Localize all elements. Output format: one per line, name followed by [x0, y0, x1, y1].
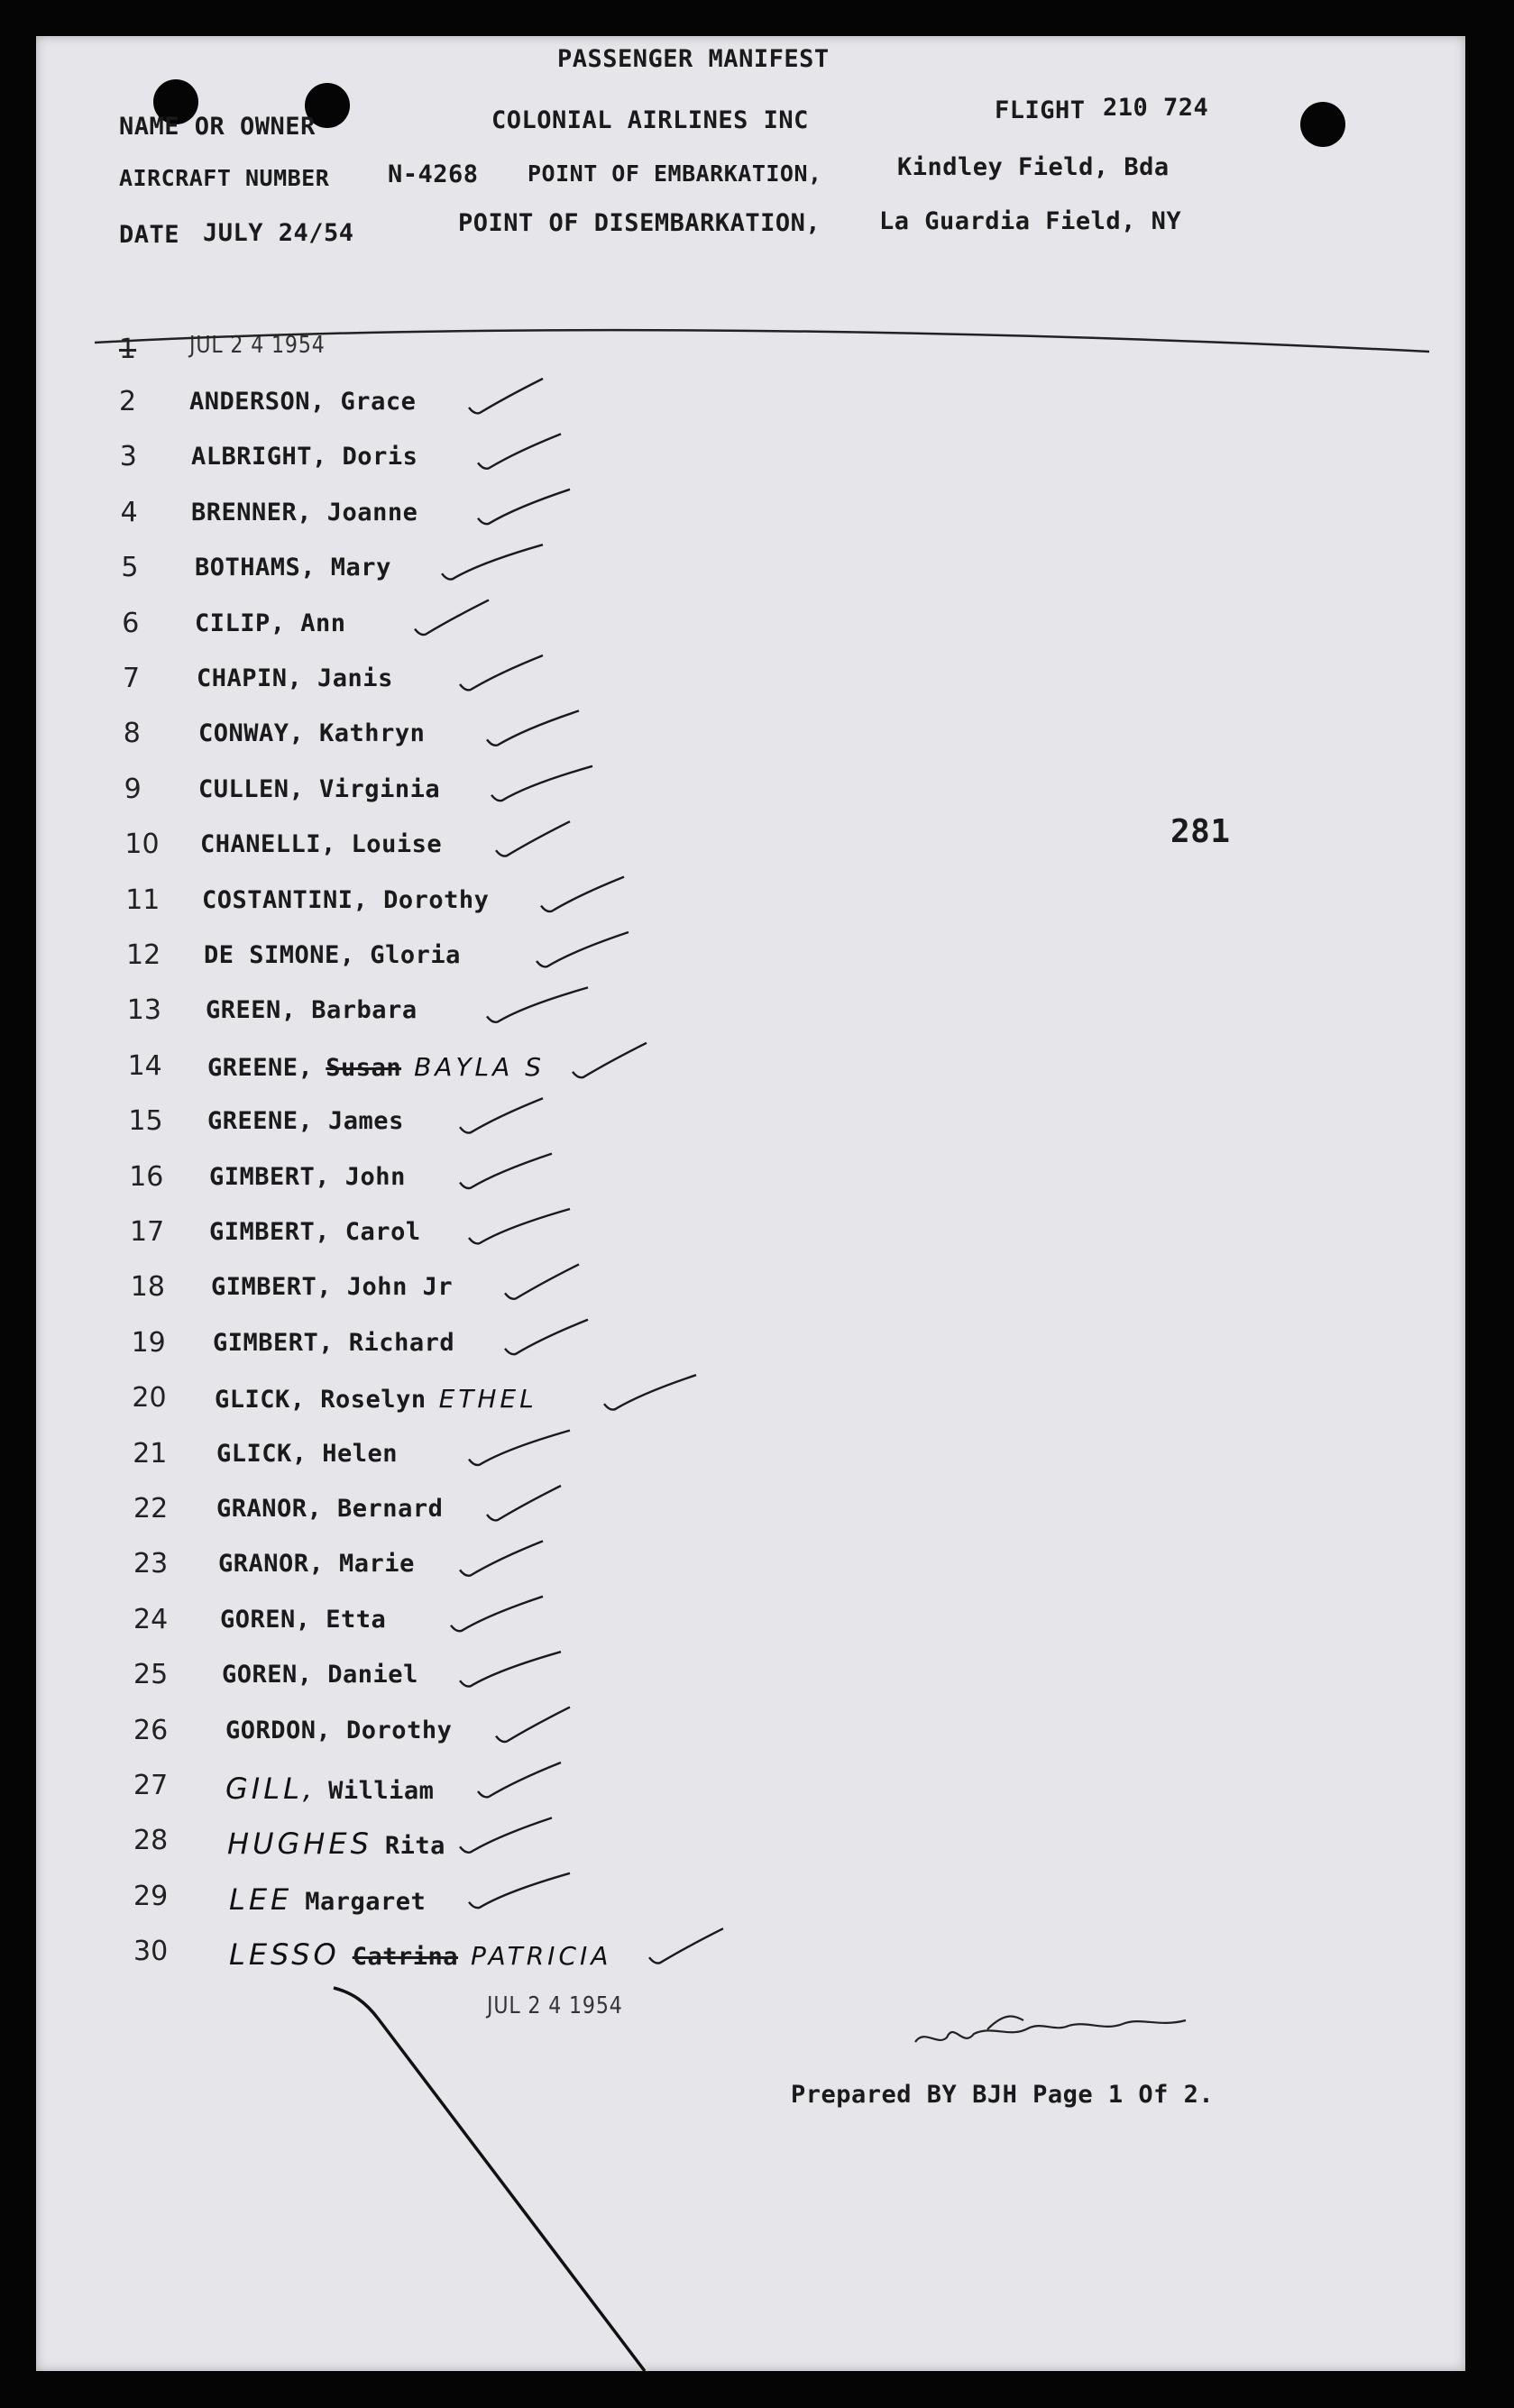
row-number: 7	[123, 663, 141, 694]
passenger-name: BOTHAMS, Mary	[195, 554, 391, 582]
check-mark	[496, 821, 570, 856]
passenger-name: GOREN, Daniel	[222, 1661, 418, 1689]
row-number: 14	[127, 1049, 162, 1082]
passenger-name: ALBRIGHT, Doris	[191, 443, 418, 472]
passenger-name: GIMBERT, Richard	[213, 1328, 455, 1357]
annotation-marks	[36, 36, 1465, 2371]
check-mark	[649, 1928, 723, 1963]
check-mark	[442, 545, 543, 579]
aircraft-label: AIRCRAFT NUMBER	[119, 165, 330, 191]
row-number: 9	[124, 773, 142, 805]
passenger-name: DE SIMONE, Gloria	[204, 941, 461, 969]
check-mark	[478, 1763, 561, 1797]
row-number: 26	[133, 1714, 169, 1746]
embark-label: POINT OF EMBARKATION,	[528, 160, 822, 187]
date-stamp-top: JUL 2 4 1954	[189, 332, 326, 359]
owner-value: COLONIAL AIRLINES INC	[491, 106, 809, 134]
row-number: 3	[119, 441, 137, 473]
row-number: 21	[133, 1437, 168, 1470]
check-mark	[469, 1873, 570, 1908]
row-number: 15	[128, 1105, 163, 1138]
row-number: 11	[125, 884, 161, 916]
handwritten-surname: LEE	[229, 1882, 293, 1917]
check-mark	[478, 490, 570, 524]
date-stamp-bottom: JUL 2 4 1954	[487, 1992, 623, 2019]
check-mark	[505, 1320, 588, 1354]
check-mark	[496, 1708, 570, 1742]
passenger-name: GOREN, Etta	[220, 1605, 387, 1634]
handwritten-correction: PATRICIA	[471, 1941, 612, 1972]
check-mark	[415, 600, 489, 635]
passenger-name: COSTANTINI, Dorothy	[202, 885, 490, 914]
owner-label: NAME OR OWNER	[119, 113, 316, 141]
check-mark	[505, 1264, 579, 1298]
row-number-1: 1	[119, 334, 137, 365]
row-number: 22	[133, 1493, 169, 1524]
check-mark	[451, 1597, 543, 1631]
row-number: 10	[124, 829, 160, 861]
check-mark	[573, 1043, 647, 1077]
date-label: DATE	[119, 221, 180, 249]
check-mark	[604, 1375, 696, 1409]
passenger-name: GORDON, Dorothy	[225, 1716, 453, 1744]
check-mark	[487, 1486, 561, 1520]
row-number: 30	[133, 1936, 169, 1968]
check-mark	[460, 1541, 543, 1575]
manifest-sheet	[36, 36, 1465, 2371]
check-mark	[469, 379, 543, 413]
check-mark	[460, 1154, 552, 1188]
passenger-name: CHANELLI, Louise	[200, 830, 443, 859]
flight-label: FLIGHT	[995, 96, 1086, 124]
check-mark	[487, 710, 579, 745]
handwritten-correction: ETHEL	[438, 1384, 537, 1415]
date-value: JULY 24/54	[203, 219, 354, 247]
row-number: 17	[130, 1216, 165, 1248]
handwritten-correction: BAYLA S	[414, 1051, 545, 1082]
check-mark	[460, 1817, 552, 1852]
row-number: 2	[119, 386, 137, 417]
struck-name: Susan	[326, 1053, 402, 1082]
passenger-name: GRANOR, Marie	[218, 1550, 415, 1579]
check-mark	[469, 1431, 570, 1465]
row-number: 23	[133, 1548, 169, 1580]
disembark-value: La Guardia Field, NY	[879, 207, 1182, 235]
header-rule-line	[95, 330, 1429, 352]
row-number: 6	[122, 607, 140, 639]
passenger-name: CHAPIN, Janis	[197, 664, 393, 692]
flight-value: 210 724	[1103, 94, 1209, 122]
check-mark	[491, 766, 592, 801]
check-marks	[415, 379, 723, 1964]
prepared-by: Prepared BY BJH Page 1 Of 2.	[791, 2081, 1215, 2109]
passenger-name: GIMBERT, John	[209, 1162, 406, 1191]
check-mark	[487, 987, 588, 1021]
row-number: 18	[130, 1271, 165, 1304]
passenger-name: Margaret	[305, 1887, 427, 1916]
row-number: 29	[133, 1880, 169, 1912]
page-number: 281	[1170, 813, 1231, 850]
row-number: 5	[121, 552, 139, 584]
check-mark	[460, 1098, 543, 1132]
passenger-name: GREENE, James	[207, 1107, 404, 1136]
embark-value: Kindley Field, Bda	[897, 153, 1170, 181]
row-number: 12	[126, 939, 161, 971]
passenger-name: GIMBERT, John Jr	[211, 1273, 454, 1302]
row-number: 25	[133, 1659, 169, 1691]
signature	[915, 2017, 1186, 2042]
row-number: 16	[129, 1160, 164, 1193]
check-mark	[460, 655, 543, 690]
row-number: 24	[133, 1603, 169, 1635]
check-mark	[478, 434, 561, 468]
passenger-name: ANDERSON, Grace	[189, 388, 417, 416]
row-number: 19	[131, 1326, 166, 1359]
passenger-name: GREEN, Barbara	[206, 996, 417, 1025]
passenger-name: CILIP, Ann	[195, 609, 346, 637]
check-mark	[460, 1652, 561, 1686]
row-number: 4	[120, 496, 138, 528]
handwritten-surname: LESSO	[229, 1937, 340, 1973]
handwritten-surname: HUGHES	[227, 1827, 372, 1862]
passenger-name: GRANOR, Bernard	[216, 1495, 444, 1523]
passenger-name: CONWAY, Kathryn	[198, 719, 426, 748]
passenger-name: CULLEN, Virginia	[198, 774, 441, 803]
row-number: 8	[123, 718, 141, 750]
check-mark	[469, 1209, 570, 1243]
struck-name: Catrina	[352, 1943, 459, 1972]
passenger-name: GREENE,	[207, 1053, 314, 1082]
aircraft-value: N-4268	[388, 160, 479, 188]
row-number: 20	[132, 1382, 167, 1415]
disembark-label: POINT OF DISEMBARKATION,	[458, 209, 821, 237]
check-mark	[537, 932, 629, 966]
pen-stroke-line	[334, 1988, 645, 2371]
passenger-name: William	[328, 1777, 435, 1805]
passenger-name: GLICK, Roselyn	[215, 1386, 427, 1415]
check-mark	[541, 877, 624, 911]
manifest-title: PASSENGER MANIFEST	[557, 45, 830, 73]
passenger-name: BRENNER, Joanne	[191, 498, 418, 526]
passenger-name: Rita	[384, 1832, 445, 1861]
row-number: 13	[126, 994, 161, 1027]
row-number: 28	[133, 1825, 169, 1857]
handwritten-surname: GILL,	[225, 1772, 317, 1806]
passenger-name: GIMBERT, Carol	[209, 1218, 421, 1246]
passenger-name: GLICK, Helen	[216, 1439, 399, 1468]
row-number: 27	[133, 1770, 169, 1801]
